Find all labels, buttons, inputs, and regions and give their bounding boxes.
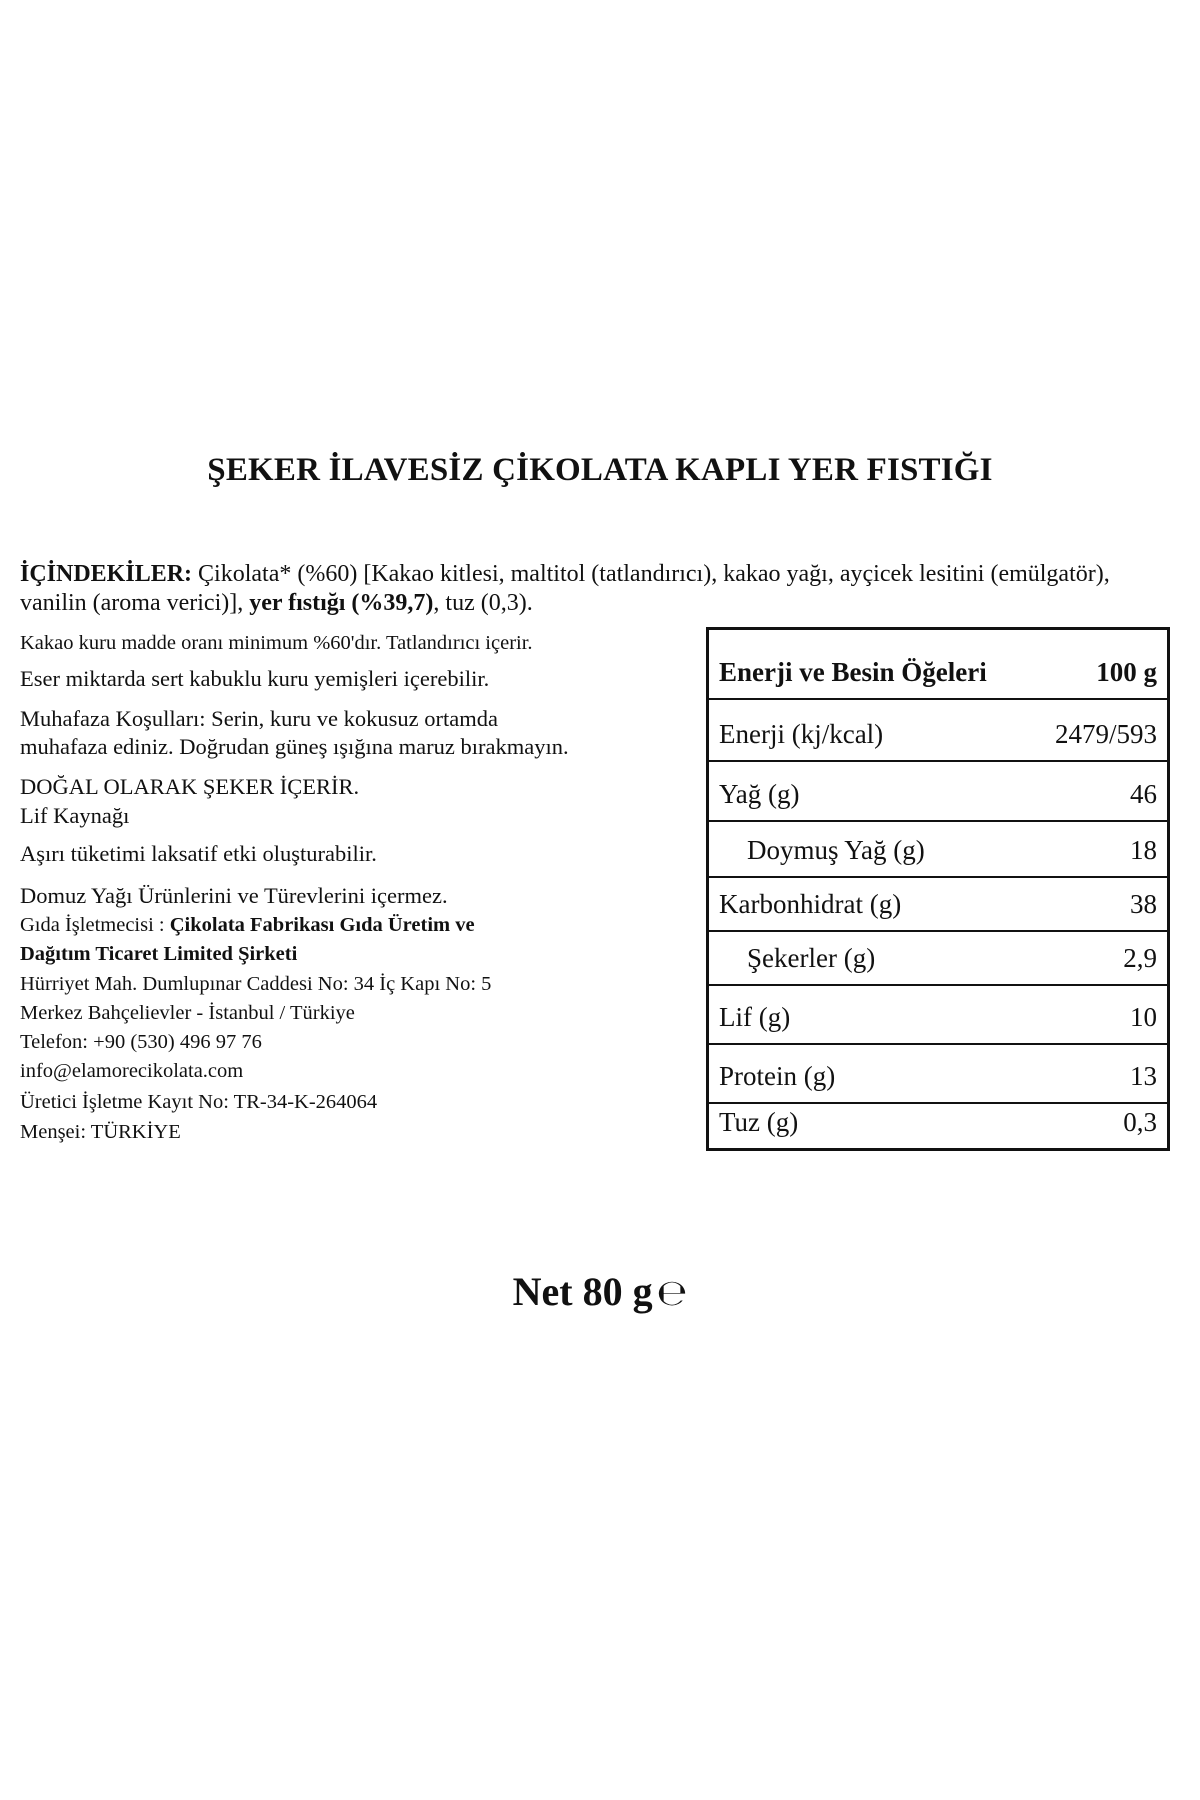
nutrition-label: Karbonhidrat (g): [719, 889, 902, 919]
nutrition-row: [709, 932, 1167, 986]
nutrition-row: [709, 1104, 1167, 1148]
storage-line-2: muhafaza ediniz. Doğrudan güneş ışığına maruz bırakmayın.: [20, 734, 569, 759]
nutrition-label: Enerji (kj/kcal): [719, 719, 884, 749]
nutrition-value: 18: [1130, 835, 1157, 865]
nutrition-header: [709, 630, 1167, 700]
ingredients-text-1: Çikolata* (%60) [Kakao kitlesi, maltitol (tatlandırıcı), kakao yağı, ayçicek lesitini (emülgatör), vanilin (aroma verici)],: [20, 561, 1110, 616]
nutrition-label: Lif (g): [719, 1002, 791, 1032]
laxative-warning: Aşırı tüketimi laksatif etki oluşturabilir.: [20, 841, 377, 866]
nutrition-row: [709, 878, 1167, 932]
origin: Menşei: TÜRKİYE: [20, 1121, 181, 1143]
ingredients-label: İÇİNDEKİLER:: [20, 561, 193, 587]
nutrition-value: 13: [1130, 1061, 1157, 1091]
nutrition-value: 2479/593: [1054, 719, 1157, 749]
nutrition-value: 2,9: [1123, 943, 1157, 973]
nutrition-row: [709, 762, 1167, 822]
storage-line-1: Muhafaza Koşulları: Serin, kuru ve kokusuz ortamda: [20, 706, 498, 731]
nutrition-row: [709, 1045, 1167, 1104]
nutrition-row: [709, 986, 1167, 1045]
cocoa-note: Kakao kuru madde oranı minimum %60'dır. Tatlandırıcı içerir.: [20, 632, 533, 654]
operator-line: [20, 914, 475, 937]
nutrition-label: Yağ (g): [719, 779, 800, 809]
ingredients-paragraph: [20, 560, 1140, 618]
phone: Telefon: +90 (530) 496 97 76: [20, 1031, 262, 1053]
registration-number: Üretici İşletme Kayıt No: TR-34-K-264064: [20, 1091, 378, 1113]
nutrition-header-value: 100 g: [1096, 657, 1157, 687]
nutrition-row: [709, 700, 1167, 762]
operator-name-2: Dağıtım Ticaret Limited Şirketi: [20, 943, 298, 965]
nutrition-value: 10: [1130, 1002, 1157, 1032]
operator-label: Gıda İşletmecisi :: [20, 914, 170, 936]
nutrition-table: [706, 627, 1170, 1151]
nutrition-value: 46: [1130, 779, 1157, 809]
pork-free-note: Domuz Yağı Ürünlerini ve Türevlerini içermez.: [20, 883, 448, 908]
natural-sugar-note: DOĞAL OLARAK ŞEKER İÇERİR.: [20, 774, 360, 799]
email: info@elamorecikolata.com: [20, 1060, 244, 1082]
fiber-note: Lif Kaynağı: [20, 803, 130, 828]
nutrition-row: [709, 822, 1167, 878]
net-weight: [0, 1268, 1200, 1315]
operator-name-1: Çikolata Fabrikası Gıda Üretim ve: [169, 914, 475, 936]
nutrition-value: 38: [1130, 889, 1157, 919]
net-weight-text: Net 80 g: [512, 1269, 653, 1314]
product-title: ŞEKER İLAVESİZ ÇİKOLATA KAPLI YER FISTIĞI: [207, 452, 993, 488]
nutrition-label: Şekerler (g): [747, 943, 876, 973]
nutrition-header-label: Enerji ve Besin Öğeleri: [719, 657, 987, 687]
estimated-sign-icon: ℮: [656, 1273, 688, 1314]
address-line-1: Hürriyet Mah. Dumlupınar Caddesi No: 34 İç Kapı No: 5: [20, 973, 492, 995]
nuts-warning: Eser miktarda sert kabuklu kuru yemişleri içerebilir.: [20, 666, 490, 691]
ingredients-peanut: yer fıstığı (%39,7): [249, 590, 434, 616]
nutrition-value: 0,3: [1123, 1107, 1157, 1137]
nutrition-label: Protein (g): [719, 1061, 836, 1091]
nutrition-label: Doymuş Yağ (g): [747, 835, 925, 865]
nutrition-label: Tuz (g): [719, 1107, 799, 1137]
ingredients-text-2: , tuz (0,3).: [433, 590, 533, 616]
address-line-2: Merkez Bahçelievler - İstanbul / Türkiye: [20, 1002, 355, 1024]
